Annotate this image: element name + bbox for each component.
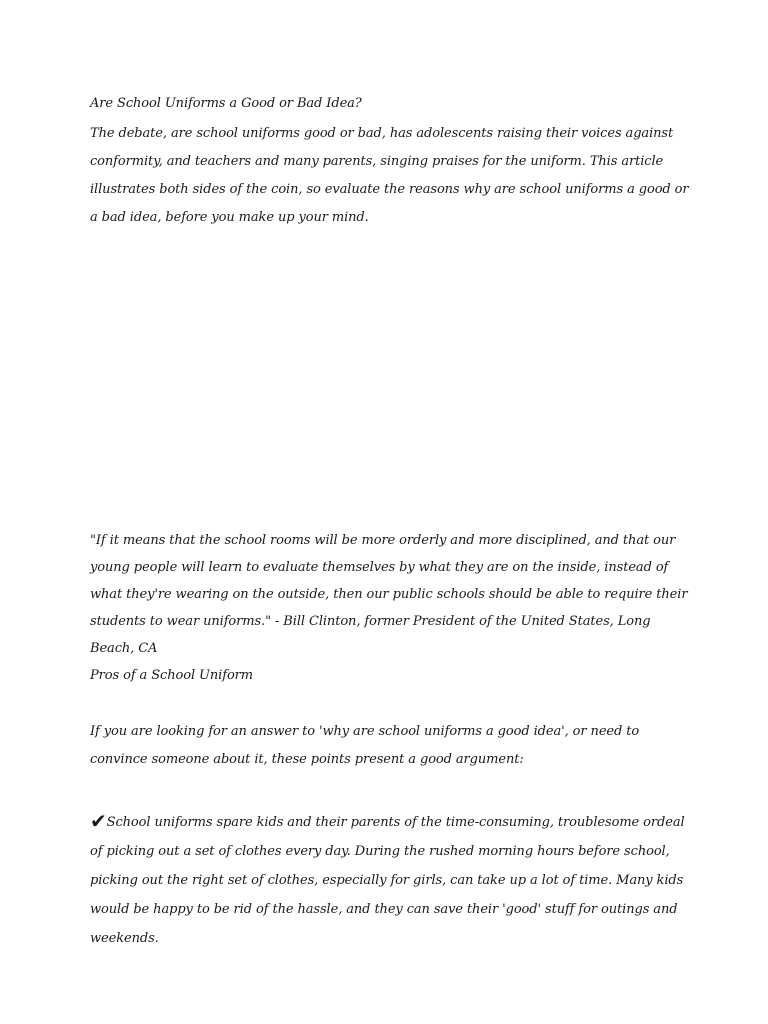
- pros-intro-paragraph: If you are looking for an answer to 'why are school uniforms a good idea', or need to convince someone about it, these points present a good argument:: [90, 724, 640, 767]
- intro-paragraph: The debate, are school uniforms good or bad, has adolescents raising their voices against conformity, and teachers and many parents, singing praises for the uniform. This article illustrates both sides of the coin, so evaluate the reasons why are school uniforms a good or a bad idea, before you make up your mind.: [90, 126, 689, 225]
- pros-heading: Pros of a School Uniform: [90, 668, 254, 683]
- checkmark-icon: ✔: [90, 809, 107, 833]
- document-title: Are School Uniforms a Good or Bad Idea?: [90, 96, 362, 111]
- list-item-text: School uniforms spare kids and their parents of the time-consuming, troublesome ordeal of picking out a set of clothes every day. During the rushed morning hours before school, picking out the right set of clothes, especially for girls, can take up a lot of time. Many kids would be happy to be rid of the hassle, and they can save their 'good' stuff for outings and weekends.: [90, 815, 685, 946]
- quote-paragraph: "If it means that the school rooms will be more orderly and more disciplined, and that our young people will learn to evaluate themselves by what they are on the inside, instead of what they're wearing on the outside, then our public schools should be able to require their students to wear uniforms." - Bill Clinton, former President of the United States, Long Beach, CA: [90, 533, 688, 656]
- list-item: [90, 808, 690, 953]
